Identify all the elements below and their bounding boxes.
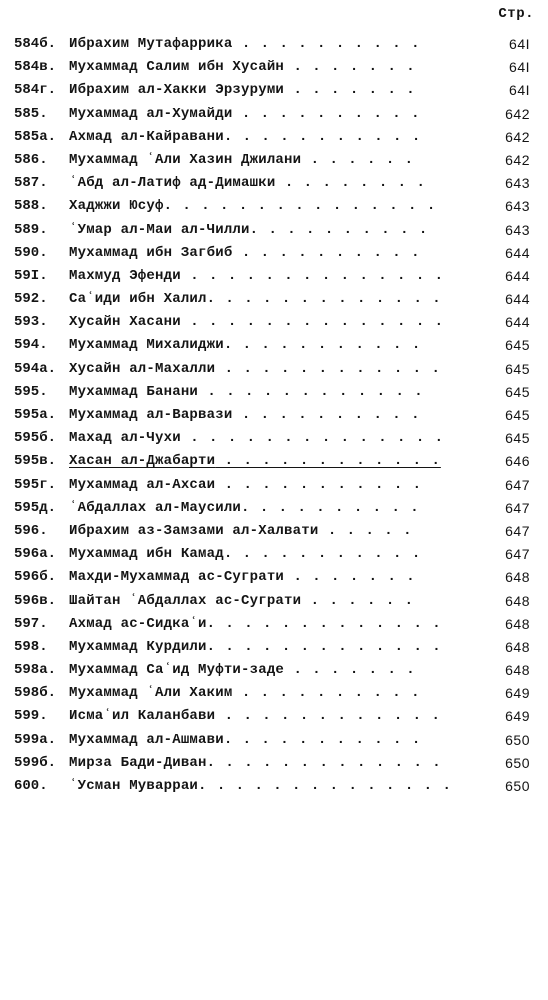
dot-leader: . . . . . . bbox=[301, 592, 415, 609]
dot-leader: . . . . . . . . . . . . . . bbox=[180, 314, 445, 331]
entry-page-number: 650 bbox=[505, 778, 530, 794]
entry-number: 598а. bbox=[14, 662, 57, 679]
entry-page-number: 642 bbox=[505, 128, 530, 145]
entry-title bbox=[69, 334, 421, 357]
entry-number: 594. bbox=[14, 337, 48, 354]
entry-title bbox=[69, 103, 420, 126]
entry-title-text: Мухаммад Саʿид Муфти-заде bbox=[69, 662, 285, 679]
entry-title bbox=[69, 381, 424, 404]
toc-entry bbox=[14, 497, 530, 520]
dot-leader: . . . . . . . . . . bbox=[232, 105, 421, 122]
entry-title-text: ʿУмар ал-Маи ал-Чилли bbox=[69, 221, 250, 238]
entry-page-number: 647 bbox=[505, 546, 530, 563]
entry-number: 597. bbox=[14, 615, 48, 632]
toc-entry bbox=[14, 149, 530, 172]
entry-page-number: 643 bbox=[505, 221, 530, 238]
entry-page-number: 64I bbox=[509, 36, 530, 52]
entry-number: 585а. bbox=[14, 128, 57, 145]
dot-leader: . . . . . . . bbox=[284, 569, 416, 586]
entry-page-number: 647 bbox=[505, 522, 530, 539]
entry-title bbox=[69, 520, 412, 543]
dot-leader: . . . . . . . . . . . bbox=[223, 546, 422, 563]
entry-title bbox=[69, 79, 416, 102]
table-of-contents bbox=[14, 33, 530, 798]
entry-number: 584в. bbox=[14, 59, 57, 76]
dot-leader: . . . . . . . . . . . . . . bbox=[180, 430, 445, 447]
entry-title-text: Мухаммад Банани bbox=[69, 383, 199, 400]
entry-number: 590. bbox=[14, 244, 48, 261]
entry-page-number: 649 bbox=[505, 708, 530, 725]
entry-number: 596а. bbox=[14, 546, 57, 563]
toc-entry bbox=[14, 520, 530, 543]
entry-title-text: Мухаммад ʿАли Хаким bbox=[69, 685, 233, 702]
toc-entry bbox=[14, 404, 530, 427]
entry-page-number: 647 bbox=[505, 499, 530, 516]
entry-number: 588. bbox=[14, 198, 48, 215]
toc-entry bbox=[14, 450, 530, 473]
entry-number: 584г. bbox=[14, 82, 57, 99]
dot-leader: . . . . . . . . . . . . bbox=[215, 453, 441, 470]
entry-number: 596б. bbox=[14, 569, 57, 586]
entry-title bbox=[69, 659, 416, 682]
entry-title bbox=[69, 543, 421, 566]
entry-number: 595в. bbox=[14, 453, 57, 470]
entry-page-number: 644 bbox=[505, 291, 530, 308]
entry-title bbox=[69, 149, 414, 172]
toc-entry bbox=[14, 590, 530, 613]
entry-number: 587. bbox=[14, 175, 48, 192]
entry-title bbox=[69, 404, 420, 427]
toc-entry bbox=[14, 195, 530, 218]
toc-entry bbox=[14, 729, 530, 752]
entry-title-text: Мухаммад Салим ибн Хусайн bbox=[69, 59, 285, 76]
entry-title bbox=[69, 172, 426, 195]
toc-entry bbox=[14, 752, 530, 775]
entry-title bbox=[69, 450, 441, 473]
dot-leader: . . . . . . . . . . . . bbox=[215, 708, 441, 725]
toc-entry bbox=[14, 288, 530, 311]
entry-number: 589. bbox=[14, 221, 48, 238]
entry-title bbox=[69, 474, 422, 497]
entry-page-number: 64I bbox=[509, 59, 530, 76]
entry-title bbox=[69, 775, 452, 798]
dot-leader: . . . . . . . . . . . . . . . bbox=[163, 198, 437, 215]
entry-title bbox=[69, 288, 442, 311]
entry-title-text: Саʿиди ибн Халил bbox=[69, 291, 207, 308]
entry-title-text: Хусайн Хасани bbox=[69, 314, 181, 331]
entry-page-number: 648 bbox=[505, 638, 530, 655]
entry-title bbox=[69, 33, 420, 56]
toc-entry bbox=[14, 358, 530, 381]
entry-number: 593. bbox=[14, 314, 48, 331]
entry-number: 599б. bbox=[14, 754, 57, 771]
entry-title bbox=[69, 56, 416, 79]
toc-entry bbox=[14, 636, 530, 659]
entry-title bbox=[69, 590, 414, 613]
entry-number: 596в. bbox=[14, 592, 57, 609]
dot-leader: . . . . . . . . . . . bbox=[223, 337, 422, 354]
toc-entry bbox=[14, 613, 530, 636]
dot-leader: . . . . . . . . . . bbox=[232, 407, 421, 423]
entry-title-text: Махди-Мухаммад ас-Суграти bbox=[69, 569, 285, 586]
entry-number: 595д. bbox=[14, 499, 57, 516]
entry-title-text: Мухаммад ʿАли Хазин Джилани bbox=[69, 151, 302, 168]
entry-page-number: 644 bbox=[505, 244, 530, 261]
toc-entry bbox=[14, 427, 530, 450]
entry-title bbox=[69, 311, 444, 334]
entry-title-text: ʿАбд ал-Латиф ад-Димашки bbox=[69, 175, 276, 192]
entry-title-text: Ахмад ас-Сидкаʿи bbox=[69, 615, 207, 632]
entry-page-number: 648 bbox=[505, 615, 530, 632]
entry-title bbox=[69, 729, 421, 752]
entry-number: 592. bbox=[14, 291, 48, 308]
entry-title-text: Ибрахим аз-Замзами ал-Халвати bbox=[69, 522, 319, 539]
dot-leader: . . . . . . . . . . . . . . bbox=[180, 267, 445, 284]
toc-entry bbox=[14, 79, 530, 102]
toc-entry bbox=[14, 33, 530, 56]
dot-leader: . . . . . . . . . . . . . bbox=[206, 615, 442, 632]
entry-title-text: Мирза Бади-Диван bbox=[69, 754, 207, 771]
toc-entry bbox=[14, 705, 530, 728]
entry-title-text: ʿУсман Муварраи bbox=[69, 778, 199, 794]
entry-title-text: Мухаммад ибн Камад bbox=[69, 546, 224, 563]
entry-number: 59I. bbox=[14, 267, 48, 284]
entry-page-number: 644 bbox=[505, 314, 530, 331]
toc-entry bbox=[14, 311, 530, 334]
entry-page-number: 648 bbox=[505, 662, 530, 679]
entry-page-number: 648 bbox=[505, 592, 530, 609]
dot-leader: . . . . . . . . bbox=[275, 175, 426, 192]
toc-entry bbox=[14, 265, 530, 288]
entry-title-text: Хусайн ал-Махалли bbox=[69, 360, 216, 377]
entry-title-text: Ибрахим Мутафаррика bbox=[69, 36, 233, 52]
entry-title-text: Мухаммад ал-Ахсаи bbox=[69, 476, 216, 493]
entry-page-number: 650 bbox=[505, 754, 530, 771]
entry-page-number: 645 bbox=[505, 430, 530, 447]
toc-entry bbox=[14, 775, 530, 798]
entry-page-number: 645 bbox=[505, 407, 530, 423]
dot-leader: . . . . . . . . . . . . . bbox=[206, 754, 442, 771]
toc-entry bbox=[14, 682, 530, 705]
entry-page-number: 650 bbox=[505, 731, 530, 748]
entry-number: 596. bbox=[14, 522, 48, 539]
dot-leader: . . . . . . . . . . . . . . bbox=[198, 778, 452, 794]
entry-title-text: Исмаʿил Каланбави bbox=[69, 708, 216, 725]
entry-title-text: Мухаммад Курдили bbox=[69, 638, 207, 655]
entry-title bbox=[69, 752, 442, 775]
entry-number: 598б. bbox=[14, 685, 57, 702]
entry-title-text: Махмуд Эфенди bbox=[69, 267, 181, 284]
dot-leader: . . . . . . bbox=[301, 151, 415, 168]
entry-title bbox=[69, 195, 436, 218]
entry-title bbox=[69, 497, 420, 520]
entry-title-text: Ибрахим ал-Хакки Эрзуруми bbox=[69, 82, 285, 99]
toc-entry bbox=[14, 381, 530, 404]
dot-leader: . . . . . . . . . . . . . bbox=[206, 291, 442, 308]
toc-entry bbox=[14, 474, 530, 497]
entry-number: 586. bbox=[14, 151, 48, 168]
toc-entry bbox=[14, 543, 530, 566]
toc-entry bbox=[14, 659, 530, 682]
entry-title-text: ʿАбдаллах ал-Маусили bbox=[69, 499, 242, 516]
dot-leader: . . . . . bbox=[318, 522, 413, 539]
entry-number: 598. bbox=[14, 638, 48, 655]
entry-page-number: 64I bbox=[509, 82, 530, 99]
entry-page-number: 645 bbox=[505, 360, 530, 377]
dot-leader: . . . . . . . . . . . . . bbox=[206, 638, 442, 655]
entry-number: 584б. bbox=[14, 36, 57, 52]
dot-leader: . . . . . . . . . . bbox=[232, 685, 421, 702]
entry-title-text: Мухаммад ал-Хумайди bbox=[69, 105, 233, 122]
entry-title bbox=[69, 566, 416, 589]
dot-leader: . . . . . . . bbox=[284, 82, 416, 99]
dot-leader: . . . . . . . . . . . . bbox=[198, 383, 424, 400]
toc-entry bbox=[14, 219, 530, 242]
entry-title bbox=[69, 427, 444, 450]
toc-entry bbox=[14, 172, 530, 195]
entry-title-text: Мухаммад ал-Варвази bbox=[69, 407, 233, 423]
entry-number: 599а. bbox=[14, 731, 57, 748]
toc-entry bbox=[14, 56, 530, 79]
entry-page-number: 649 bbox=[505, 685, 530, 702]
entry-title-text: Хаджжи Юсуф bbox=[69, 198, 164, 215]
entry-page-number: 644 bbox=[505, 267, 530, 284]
entry-title-text: Махад ал-Чухи bbox=[69, 430, 181, 447]
entry-number: 595б. bbox=[14, 430, 57, 447]
dot-leader: . . . . . . . . . . bbox=[232, 244, 421, 261]
entry-title-text: Мухаммад Михалиджи bbox=[69, 337, 224, 354]
dot-leader: . . . . . . . . . . . bbox=[223, 128, 422, 145]
dot-leader: . . . . . . . . . . . bbox=[223, 731, 422, 748]
dot-leader: . . . . . . . . . . bbox=[241, 499, 420, 516]
entry-title bbox=[69, 242, 420, 265]
entry-page-number: 643 bbox=[505, 198, 530, 215]
dot-leader: . . . . . . . bbox=[284, 59, 416, 76]
toc-entry bbox=[14, 103, 530, 126]
entry-title-text: Ахмад ал-Кайравани bbox=[69, 128, 224, 145]
entry-page-number: 647 bbox=[505, 476, 530, 493]
entry-title-text: Хасан ал-Джабарти bbox=[69, 453, 216, 470]
entry-page-number: 646 bbox=[505, 453, 530, 470]
entry-page-number: 642 bbox=[505, 105, 530, 122]
entry-page-number: 648 bbox=[505, 569, 530, 586]
page-column-header: Стр. bbox=[498, 6, 534, 22]
dot-leader: . . . . . . . . . . . bbox=[215, 476, 423, 493]
entry-title bbox=[69, 682, 420, 705]
entry-number: 594а. bbox=[14, 360, 57, 377]
dot-leader: . . . . . . . . . . . . bbox=[215, 360, 441, 377]
entry-title bbox=[69, 126, 421, 149]
entry-title bbox=[69, 265, 444, 288]
toc-entry bbox=[14, 126, 530, 149]
entry-title-text: Мухаммад ибн Загбиб bbox=[69, 244, 233, 261]
toc-entry bbox=[14, 242, 530, 265]
entry-page-number: 645 bbox=[505, 337, 530, 354]
entry-number: 595. bbox=[14, 383, 48, 400]
entry-title-text: Шайтан ʿАбдаллах ас-Суграти bbox=[69, 592, 302, 609]
entry-number: 595а. bbox=[14, 407, 57, 423]
toc-entry bbox=[14, 566, 530, 589]
entry-page-number: 642 bbox=[505, 151, 530, 168]
entry-title bbox=[69, 613, 442, 636]
toc-entry bbox=[14, 334, 530, 357]
entry-page-number: 643 bbox=[505, 175, 530, 192]
entry-number: 585. bbox=[14, 105, 48, 122]
entry-number: 599. bbox=[14, 708, 48, 725]
dot-leader: . . . . . . . bbox=[284, 662, 416, 679]
dot-leader: . . . . . . . . . . bbox=[249, 221, 429, 238]
entry-title bbox=[69, 219, 428, 242]
entry-title-text: Мухаммад ал-Ашмави bbox=[69, 731, 224, 748]
entry-number: 600. bbox=[14, 778, 48, 794]
entry-title bbox=[69, 358, 441, 381]
entry-title bbox=[69, 636, 442, 659]
entry-number: 595г. bbox=[14, 476, 57, 493]
entry-title bbox=[69, 705, 441, 728]
dot-leader: . . . . . . . . . . bbox=[232, 36, 421, 52]
entry-page-number: 645 bbox=[505, 383, 530, 400]
